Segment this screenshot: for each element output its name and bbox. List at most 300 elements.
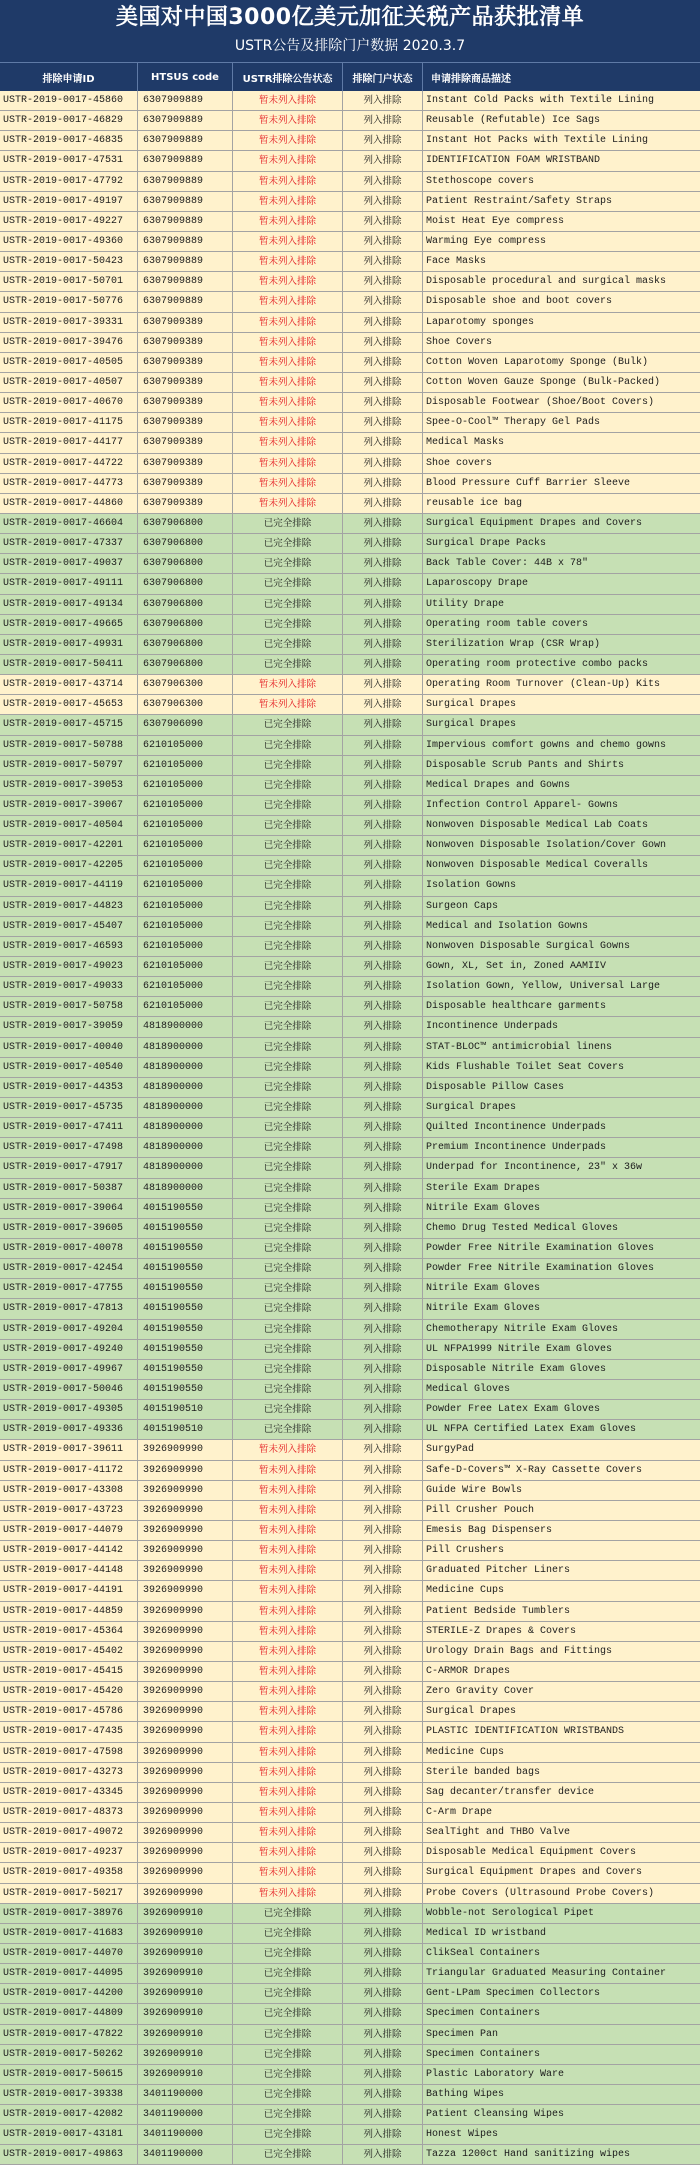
table-row (0, 2025, 700, 2045)
cell-ustr-status: 暂未列入排除 (233, 393, 343, 412)
cell-ustr-status: 暂未列入排除 (233, 353, 343, 372)
cell-request-id: USTR-2019-0017-49240 (0, 1340, 138, 1359)
cell-ustr-status: 暂未列入排除 (233, 1561, 343, 1580)
cell-ustr-status: 暂未列入排除 (233, 433, 343, 452)
cell-description: Laparotomy sponges (426, 316, 535, 328)
cell-ustr-status: 暂未列入排除 (233, 212, 343, 231)
cell-description: SurgyPad (426, 1444, 475, 1456)
cell-request-id: USTR-2019-0017-40540 (0, 1058, 138, 1077)
cell-request-id: USTR-2019-0017-50262 (0, 2045, 138, 2064)
cell-description: Nonwoven Disposable Medical Coveralls (426, 860, 649, 872)
cell-htsus-code: 6307906800 (138, 554, 233, 573)
cell-htsus-code: 4015190550 (138, 1259, 233, 1278)
cell-htsus-code: 6210105000 (138, 736, 233, 755)
cell-portal-status: 列入排除 (343, 977, 423, 996)
cell-description: reusable ice bag (426, 497, 523, 509)
cell-request-id: USTR-2019-0017-44200 (0, 1984, 138, 2003)
cell-request-id: USTR-2019-0017-40670 (0, 393, 138, 412)
cell-htsus-code: 4818900000 (138, 1138, 233, 1157)
cell-request-id: USTR-2019-0017-44859 (0, 1602, 138, 1621)
table-row (0, 635, 700, 655)
cell-portal-status: 列入排除 (343, 413, 423, 432)
cell-htsus-code: 4818900000 (138, 1078, 233, 1097)
cell-ustr-status: 暂未列入排除 (233, 1743, 343, 1762)
cell-htsus-code: 6210105000 (138, 937, 233, 956)
cell-portal-status: 列入排除 (343, 232, 423, 251)
cell-htsus-code: 6210105000 (138, 836, 233, 855)
table-row (0, 1682, 700, 1702)
cell-description: Warming Eye compress (426, 235, 547, 247)
table-row (0, 1279, 700, 1299)
cell-ustr-status: 已完全排除 (233, 937, 343, 956)
cell-request-id: USTR-2019-0017-39331 (0, 313, 138, 332)
cell-description: Sterile banded bags (426, 1766, 541, 1778)
cell-portal-status: 列入排除 (343, 897, 423, 916)
cell-ustr-status: 暂未列入排除 (233, 1602, 343, 1621)
cell-htsus-code: 3926909990 (138, 1602, 233, 1621)
cell-request-id: USTR-2019-0017-47813 (0, 1299, 138, 1318)
cell-htsus-code: 6210105000 (138, 856, 233, 875)
cell-portal-status: 列入排除 (343, 957, 423, 976)
cell-htsus-code: 6307909389 (138, 454, 233, 473)
cell-description: Triangular Graduated Measuring Container (426, 1968, 667, 1980)
cell-portal-status: 列入排除 (343, 534, 423, 553)
cell-ustr-status: 暂未列入排除 (233, 474, 343, 493)
cell-request-id: USTR-2019-0017-49134 (0, 595, 138, 614)
cell-description: Chemo Drug Tested Medical Gloves (426, 1222, 619, 1234)
table-row (0, 172, 700, 192)
cell-ustr-status: 暂未列入排除 (233, 1581, 343, 1600)
table-row (0, 1944, 700, 1964)
cell-description: Face Masks (426, 256, 487, 268)
cell-portal-status: 列入排除 (343, 91, 423, 110)
cell-ustr-status: 已完全排除 (233, 997, 343, 1016)
cell-description: Moist Heat Eye compress (426, 215, 565, 227)
cell-ustr-status: 已完全排除 (233, 1984, 343, 2003)
cell-description: Safe-D-Covers™ X-Ray Cassette Covers (426, 1464, 643, 1476)
cell-htsus-code: 3926909990 (138, 1783, 233, 1802)
cell-description: IDENTIFICATION FOAM WRISTBAND (426, 155, 601, 167)
cell-htsus-code: 3926909990 (138, 1521, 233, 1540)
cell-request-id: USTR-2019-0017-43714 (0, 675, 138, 694)
cell-description: Isolation Gowns (426, 880, 517, 892)
cell-description: Underpad for Incontinence, 23" x 36w (426, 1162, 643, 1174)
table-row (0, 1763, 700, 1783)
table-row (0, 1622, 700, 1642)
cell-ustr-status: 已完全排除 (233, 1420, 343, 1439)
cell-ustr-status: 已完全排除 (233, 736, 343, 755)
cell-description: Shoe Covers (426, 336, 493, 348)
cell-description: Powder Free Nitrile Examination Gloves (426, 1243, 655, 1255)
table-row (0, 736, 700, 756)
cell-ustr-status: 已完全排除 (233, 1239, 343, 1258)
cell-description: C-Arm Drape (426, 1806, 493, 1818)
cell-htsus-code: 4015190550 (138, 1340, 233, 1359)
table-row (0, 1602, 700, 1622)
table-row (0, 917, 700, 937)
cell-description: Nonwoven Disposable Isolation/Cover Gown (426, 840, 667, 852)
cell-request-id: USTR-2019-0017-49033 (0, 977, 138, 996)
cell-portal-status: 列入排除 (343, 1843, 423, 1862)
cell-description: Gown, XL, Set in, Zoned AAMIIV (426, 961, 607, 973)
table-row (0, 836, 700, 856)
cell-description: Nonwoven Disposable Surgical Gowns (426, 940, 631, 952)
table-row (0, 1803, 700, 1823)
cell-ustr-status: 已完全排除 (233, 876, 343, 895)
cell-request-id: USTR-2019-0017-43273 (0, 1763, 138, 1782)
cell-htsus-code: 6210105000 (138, 776, 233, 795)
table-row (0, 1017, 700, 1037)
cell-ustr-status: 暂未列入排除 (233, 1642, 343, 1661)
cell-description: Isolation Gown, Yellow, Universal Large (426, 981, 661, 993)
cell-ustr-status: 已完全排除 (233, 756, 343, 775)
title-band (0, 0, 700, 62)
table-row (0, 856, 700, 876)
cell-portal-status: 列入排除 (343, 252, 423, 271)
table-row (0, 897, 700, 917)
cell-ustr-status: 暂未列入排除 (233, 333, 343, 352)
cell-request-id: USTR-2019-0017-47792 (0, 172, 138, 191)
cell-portal-status: 列入排除 (343, 836, 423, 855)
column-header-description: 申请排除商品描述 (431, 73, 511, 85)
cell-description: ClikSeal Containers (426, 1947, 541, 1959)
cell-ustr-status: 已完全排除 (233, 2145, 343, 2164)
cell-description: Nitrile Exam Gloves (426, 1202, 541, 1214)
cell-request-id: USTR-2019-0017-49967 (0, 1360, 138, 1379)
table-row (0, 333, 700, 353)
cell-portal-status: 列入排除 (343, 1138, 423, 1157)
cell-portal-status: 列入排除 (343, 2145, 423, 2164)
cell-description: Infection Control Apparel- Gowns (426, 799, 619, 811)
cell-ustr-status: 已完全排除 (233, 554, 343, 573)
cell-htsus-code: 4015190550 (138, 1360, 233, 1379)
cell-description: Disposable Medical Equipment Covers (426, 1847, 637, 1859)
table-row (0, 1138, 700, 1158)
cell-request-id: USTR-2019-0017-46835 (0, 131, 138, 150)
cell-request-id: USTR-2019-0017-44070 (0, 1944, 138, 1963)
cell-portal-status: 列入排除 (343, 937, 423, 956)
cell-description: Nonwoven Disposable Medical Lab Coats (426, 820, 649, 832)
cell-description: Sterilization Wrap (CSR Wrap) (426, 638, 601, 650)
cell-portal-status: 列入排除 (343, 1179, 423, 1198)
cell-portal-status: 列入排除 (343, 615, 423, 634)
table-row (0, 1299, 700, 1319)
cell-description: Medicine Cups (426, 1585, 505, 1597)
cell-request-id: USTR-2019-0017-44095 (0, 1964, 138, 1983)
cell-htsus-code: 6307906300 (138, 695, 233, 714)
cell-ustr-status: 已完全排除 (233, 1279, 343, 1298)
cell-htsus-code: 3926909910 (138, 1944, 233, 1963)
cell-portal-status: 列入排除 (343, 1440, 423, 1459)
cell-htsus-code: 3926909990 (138, 1501, 233, 1520)
cell-htsus-code: 6210105000 (138, 897, 233, 916)
table-row (0, 1219, 700, 1239)
cell-ustr-status: 已完全排除 (233, 836, 343, 855)
cell-request-id: USTR-2019-0017-46829 (0, 111, 138, 130)
cell-request-id: USTR-2019-0017-49931 (0, 635, 138, 654)
cell-request-id: USTR-2019-0017-50217 (0, 1884, 138, 1903)
cell-request-id: USTR-2019-0017-47531 (0, 151, 138, 170)
cell-htsus-code: 6307909889 (138, 172, 233, 191)
cell-portal-status: 列入排除 (343, 272, 423, 291)
cell-htsus-code: 3926909990 (138, 1622, 233, 1641)
cell-request-id: USTR-2019-0017-44773 (0, 474, 138, 493)
cell-description: Kids Flushable Toilet Seat Covers (426, 1061, 625, 1073)
cell-ustr-status: 已完全排除 (233, 1360, 343, 1379)
cell-portal-status: 列入排除 (343, 856, 423, 875)
cell-description: Powder Free Latex Exam Gloves (426, 1404, 601, 1416)
cell-request-id: USTR-2019-0017-49360 (0, 232, 138, 251)
cell-description: Surgical Drapes (426, 699, 517, 711)
cell-portal-status: 列入排除 (343, 373, 423, 392)
page-subtitle: USTR公告及排除门户数据 2020.3.7 (234, 38, 466, 54)
cell-portal-status: 列入排除 (343, 1219, 423, 1238)
cell-ustr-status: 已完全排除 (233, 635, 343, 654)
table-row (0, 2105, 700, 2125)
cell-htsus-code: 6307909389 (138, 433, 233, 452)
cell-request-id: USTR-2019-0017-41175 (0, 413, 138, 432)
cell-htsus-code: 3926909990 (138, 1682, 233, 1701)
cell-ustr-status: 已完全排除 (233, 1058, 343, 1077)
cell-htsus-code: 3926909990 (138, 1662, 233, 1681)
table-row (0, 715, 700, 735)
cell-ustr-status: 暂未列入排除 (233, 454, 343, 473)
cell-htsus-code: 6307906800 (138, 655, 233, 674)
table-row (0, 1843, 700, 1863)
cell-htsus-code: 3926909910 (138, 2045, 233, 2064)
cell-request-id: USTR-2019-0017-49336 (0, 1420, 138, 1439)
cell-request-id: USTR-2019-0017-47435 (0, 1722, 138, 1741)
cell-portal-status: 列入排除 (343, 2085, 423, 2104)
table-row (0, 1058, 700, 1078)
cell-portal-status: 列入排除 (343, 796, 423, 815)
cell-request-id: USTR-2019-0017-43723 (0, 1501, 138, 1520)
cell-description: Honest Wipes (426, 2129, 499, 2141)
table-row (0, 1481, 700, 1501)
table-row (0, 1863, 700, 1883)
cell-portal-status: 列入排除 (343, 1400, 423, 1419)
cell-ustr-status: 暂未列入排除 (233, 1541, 343, 1560)
table-row (0, 957, 700, 977)
cell-ustr-status: 已完全排除 (233, 1259, 343, 1278)
cell-request-id: USTR-2019-0017-42201 (0, 836, 138, 855)
table-row (0, 232, 700, 252)
cell-description: Gent-LPam Specimen Collectors (426, 1988, 601, 2000)
cell-request-id: USTR-2019-0017-38976 (0, 1904, 138, 1923)
cell-portal-status: 列入排除 (343, 715, 423, 734)
cell-portal-status: 列入排除 (343, 816, 423, 835)
cell-description: Shoe covers (426, 457, 493, 469)
table-row (0, 474, 700, 494)
cell-ustr-status: 已完全排除 (233, 514, 343, 533)
table-row (0, 1259, 700, 1279)
cell-portal-status: 列入排除 (343, 1622, 423, 1641)
cell-ustr-status: 已完全排除 (233, 1179, 343, 1198)
cell-htsus-code: 4818900000 (138, 1158, 233, 1177)
table-row (0, 1904, 700, 1924)
cell-ustr-status: 已完全排除 (233, 796, 343, 815)
cell-request-id: USTR-2019-0017-43181 (0, 2125, 138, 2144)
cell-description: Disposable Scrub Pants and Shirts (426, 759, 625, 771)
cell-htsus-code: 3926909990 (138, 1763, 233, 1782)
cell-request-id: USTR-2019-0017-40505 (0, 353, 138, 372)
cell-htsus-code: 6307906800 (138, 514, 233, 533)
cell-htsus-code: 3926909990 (138, 1461, 233, 1480)
cell-htsus-code: 6307909889 (138, 292, 233, 311)
cell-request-id: USTR-2019-0017-50615 (0, 2065, 138, 2084)
table-row (0, 2145, 700, 2165)
cell-htsus-code: 6307909889 (138, 252, 233, 271)
cell-description: Surgical Equipment Drapes and Covers (426, 517, 643, 529)
cell-ustr-status: 暂未列入排除 (233, 675, 343, 694)
cell-description: Disposable Nitrile Exam Gloves (426, 1363, 607, 1375)
cell-description: STERILE-Z Drapes & Covers (426, 1625, 577, 1637)
cell-description: Reusable (Refutable) Ice Sags (426, 115, 601, 127)
cell-description: Wobble-not Serological Pipet (426, 1907, 595, 1919)
cell-request-id: USTR-2019-0017-42205 (0, 856, 138, 875)
cell-description: Tazza 1200ct Hand sanitizing wipes (426, 2149, 631, 2161)
cell-description: UL NFPA1999 Nitrile Exam Gloves (426, 1343, 613, 1355)
cell-description: Specimen Containers (426, 2008, 541, 2020)
cell-portal-status: 列入排除 (343, 2045, 423, 2064)
cell-ustr-status: 暂未列入排除 (233, 272, 343, 291)
cell-description: Pill Crusher Pouch (426, 1504, 535, 1516)
cell-description: C-ARMOR Drapes (426, 1665, 511, 1677)
table-row (0, 776, 700, 796)
cell-request-id: USTR-2019-0017-46604 (0, 514, 138, 533)
cell-description: Graduated Pitcher Liners (426, 1565, 571, 1577)
cell-portal-status: 列入排除 (343, 1944, 423, 1963)
cell-portal-status: 列入排除 (343, 1259, 423, 1278)
cell-portal-status: 列入排除 (343, 635, 423, 654)
cell-description: Surgeon Caps (426, 900, 499, 912)
cell-description: Medical ID wristband (426, 1927, 547, 1939)
table-row (0, 1984, 700, 2004)
cell-ustr-status: 已完全排除 (233, 1078, 343, 1097)
cell-ustr-status: 已完全排除 (233, 595, 343, 614)
cell-request-id: USTR-2019-0017-41172 (0, 1461, 138, 1480)
cell-request-id: USTR-2019-0017-49227 (0, 212, 138, 231)
cell-request-id: USTR-2019-0017-50423 (0, 252, 138, 271)
cell-description: Operating room protective combo packs (426, 658, 649, 670)
cell-portal-status: 列入排除 (343, 111, 423, 130)
cell-description: Medical Gloves (426, 1384, 511, 1395)
cell-portal-status: 列入排除 (343, 876, 423, 895)
cell-ustr-status: 已完全排除 (233, 776, 343, 795)
cell-portal-status: 列入排除 (343, 1299, 423, 1318)
cell-ustr-status: 已完全排除 (233, 897, 343, 916)
cell-request-id: USTR-2019-0017-47822 (0, 2025, 138, 2044)
table-row (0, 1743, 700, 1763)
cell-ustr-status: 已完全排除 (233, 977, 343, 996)
table-row (0, 494, 700, 514)
cell-request-id: USTR-2019-0017-45715 (0, 715, 138, 734)
cell-description: Nitrile Exam Gloves (426, 1283, 541, 1295)
cell-description: Disposable procedural and surgical masks (426, 276, 667, 288)
cell-portal-status: 列入排除 (343, 574, 423, 593)
table-row (0, 1078, 700, 1098)
cell-htsus-code: 4818900000 (138, 1118, 233, 1137)
cell-ustr-status: 暂未列入排除 (233, 1682, 343, 1701)
cell-request-id: USTR-2019-0017-44119 (0, 876, 138, 895)
cell-portal-status: 列入排除 (343, 1924, 423, 1943)
cell-ustr-status: 暂未列入排除 (233, 1763, 343, 1782)
table-row (0, 1158, 700, 1178)
cell-description: Spee-O-Cool™ Therapy Gel Pads (426, 417, 601, 429)
cell-description: Incontinence Underpads (426, 1021, 559, 1033)
cell-description: Blood Pressure Cuff Barrier Sleeve (426, 477, 631, 489)
cell-request-id: USTR-2019-0017-44353 (0, 1078, 138, 1097)
cell-ustr-status: 已完全排除 (233, 655, 343, 674)
cell-request-id: USTR-2019-0017-45415 (0, 1662, 138, 1681)
cell-htsus-code: 6307906800 (138, 534, 233, 553)
cell-portal-status: 列入排除 (343, 1239, 423, 1258)
cell-htsus-code: 3926909990 (138, 1884, 233, 1903)
cell-ustr-status: 暂未列入排除 (233, 313, 343, 332)
table-row (0, 131, 700, 151)
cell-htsus-code: 4015190510 (138, 1420, 233, 1439)
cell-htsus-code: 3926909990 (138, 1702, 233, 1721)
cell-portal-status: 列入排除 (343, 554, 423, 573)
cell-request-id: USTR-2019-0017-50776 (0, 292, 138, 311)
cell-description: Patient Bedside Tumblers (426, 1605, 571, 1617)
cell-ustr-status: 已完全排除 (233, 715, 343, 734)
cell-request-id: USTR-2019-0017-42082 (0, 2105, 138, 2124)
table-row (0, 514, 700, 534)
cell-ustr-status: 已完全排除 (233, 1219, 343, 1238)
table-row (0, 675, 700, 695)
cell-portal-status: 列入排除 (343, 1461, 423, 1480)
cell-ustr-status: 暂未列入排除 (233, 494, 343, 513)
cell-htsus-code: 6307906800 (138, 595, 233, 614)
cell-htsus-code: 6210105000 (138, 917, 233, 936)
cell-description: Operating Room Turnover (Clean-Up) Kits (426, 679, 661, 691)
cell-ustr-status: 暂未列入排除 (233, 413, 343, 432)
table-row (0, 1823, 700, 1843)
cell-htsus-code: 3926909910 (138, 1904, 233, 1923)
cell-portal-status: 列入排除 (343, 212, 423, 231)
cell-htsus-code: 6307909889 (138, 91, 233, 110)
cell-description: Impervious comfort gowns and chemo gowns (426, 739, 667, 751)
cell-description: Nitrile Exam Gloves (426, 1303, 541, 1315)
cell-request-id: USTR-2019-0017-40504 (0, 816, 138, 835)
cell-description: Cotton Woven Laparotomy Sponge (Bulk) (426, 356, 649, 368)
cell-ustr-status: 已完全排除 (233, 1924, 343, 1943)
cell-ustr-status: 暂未列入排除 (233, 91, 343, 110)
cell-htsus-code: 3926909990 (138, 1823, 233, 1842)
table-row (0, 1199, 700, 1219)
cell-request-id: USTR-2019-0017-50797 (0, 756, 138, 775)
table-row (0, 2125, 700, 2145)
table-row (0, 1662, 700, 1682)
cell-request-id: USTR-2019-0017-49237 (0, 1843, 138, 1862)
table-row (0, 695, 700, 715)
cell-request-id: USTR-2019-0017-49072 (0, 1823, 138, 1842)
cell-portal-status: 列入排除 (343, 1360, 423, 1379)
cell-htsus-code: 6307909389 (138, 313, 233, 332)
cell-description: Emesis Bag Dispensers (426, 1524, 553, 1536)
cell-htsus-code: 6210105000 (138, 816, 233, 835)
cell-request-id: USTR-2019-0017-44191 (0, 1581, 138, 1600)
table-row (0, 413, 700, 433)
cell-request-id: USTR-2019-0017-42454 (0, 1259, 138, 1278)
cell-ustr-status: 已完全排除 (233, 1017, 343, 1036)
cell-htsus-code: 6307909889 (138, 131, 233, 150)
cell-request-id: USTR-2019-0017-46593 (0, 937, 138, 956)
cell-portal-status: 列入排除 (343, 131, 423, 150)
table-row (0, 1722, 700, 1742)
cell-portal-status: 列入排除 (343, 1038, 423, 1057)
